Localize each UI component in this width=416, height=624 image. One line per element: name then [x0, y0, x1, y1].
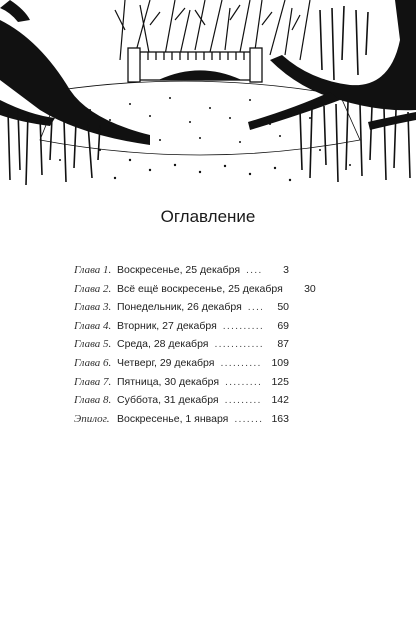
chapter-label: Глава 1.	[74, 264, 112, 276]
toc-entry	[74, 301, 289, 320]
chapter-label: Глава 6.	[74, 356, 112, 369]
dot-leader	[234, 413, 262, 425]
chapter-title: Пятница, 30 декабря	[117, 375, 220, 388]
page-number: 142	[271, 394, 289, 407]
toc-entry	[74, 320, 289, 339]
toc-entry	[74, 264, 289, 283]
bridge	[128, 48, 262, 82]
toc-entry	[74, 413, 289, 432]
dot-leader	[248, 301, 262, 313]
page-number: 125	[271, 375, 289, 388]
chapter-title: Вторник, 27 декабря	[117, 319, 217, 332]
chapter-title: Понедельник, 26 декабря	[117, 301, 242, 314]
toc-entry	[74, 357, 289, 376]
chapter-title: Всё ещё воскресенье, 25 декабря	[117, 282, 283, 295]
page-number: 109	[271, 356, 289, 369]
chapter-label: Глава 7.	[74, 375, 112, 388]
page-number: 50	[277, 301, 289, 314]
chapter-title: Воскресенье, 25 декабря	[117, 264, 241, 276]
chapter-label: Эпилог.	[74, 412, 110, 425]
dot-leader	[223, 320, 262, 332]
chapter-title: Четверг, 29 декабря	[117, 356, 215, 369]
toc-entry	[74, 394, 289, 413]
chapter-title: Суббота, 31 декабря	[117, 394, 219, 407]
page-number: 69	[277, 319, 289, 332]
toc-entry	[74, 338, 289, 357]
chapter-label: Глава 4.	[74, 319, 112, 332]
chapter-label: Глава 3.	[74, 301, 112, 314]
dot-leader	[220, 357, 262, 369]
chapter-title: Среда, 28 декабря	[117, 338, 209, 351]
table-of-contents	[74, 264, 316, 431]
toc-entry	[74, 282, 316, 302]
page-number: 87	[277, 338, 289, 351]
dot-leader	[225, 394, 262, 406]
page-number: 30	[304, 282, 316, 295]
chapter-label: Глава 5.	[74, 338, 112, 351]
page-number: 3	[283, 264, 289, 276]
dot-leader	[225, 376, 262, 388]
dot-leader	[214, 338, 262, 350]
page-number: 163	[271, 412, 289, 425]
chapter-title: Воскресенье, 1 января	[117, 412, 229, 425]
dot-leader	[246, 264, 262, 276]
chapter-label: Глава 8.	[74, 394, 112, 407]
chapter-label: Глава 2.	[74, 282, 112, 295]
toc-title: Оглавление	[160, 207, 256, 226]
park-bridge-illustration	[0, 0, 416, 190]
toc-entry	[74, 376, 289, 395]
